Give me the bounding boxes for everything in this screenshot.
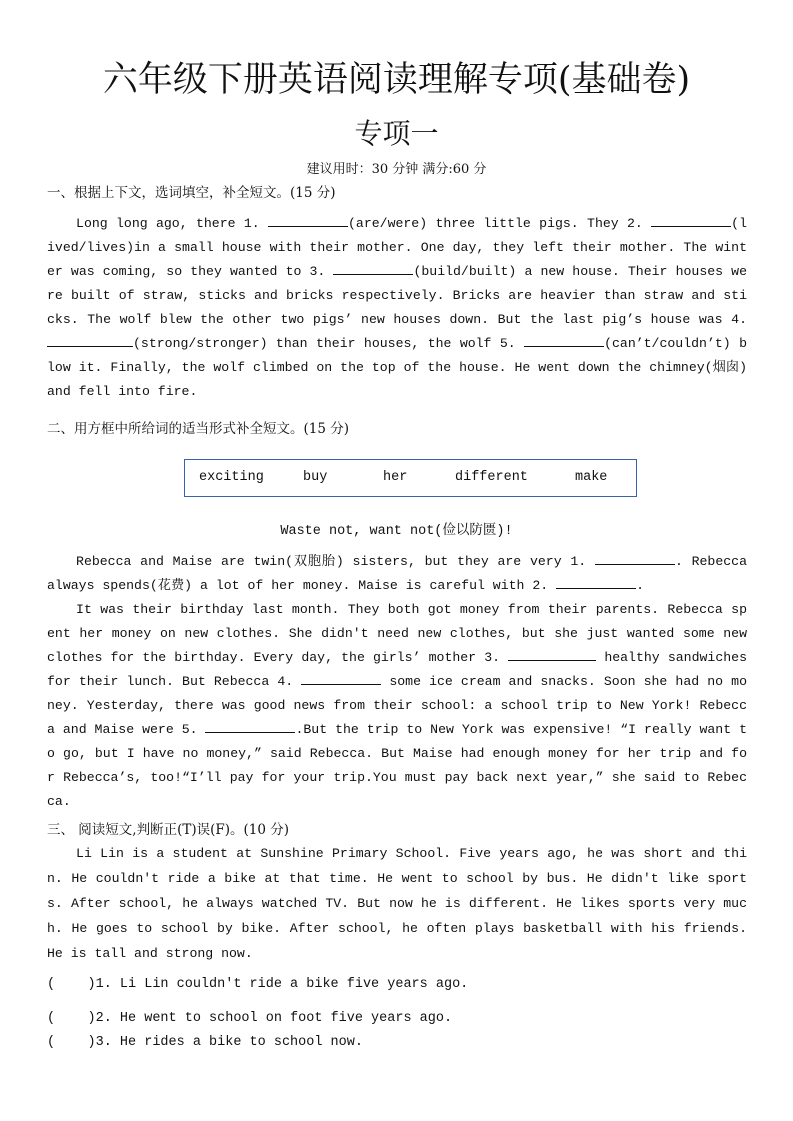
page-subtitle: 专项一: [354, 117, 439, 150]
page-title: 六年级下册英语阅读理解专项(基础卷): [102, 60, 691, 100]
passage-text: (build/built) a new house. Their houses were built of straw, sticks and bricks respectively. Bricks are heavier than straw and sticks. The wolf blew the other two pigs’ new houses down. But the last pig’s house was 4.: [47, 264, 747, 327]
blank-3[interactable]: [508, 647, 596, 661]
passage-text: It was their birthday last month. They both got money from their parents. Rebecca spent her money on new clothes. She didn't need new clothes, but she just wanted some new clothes for the birthday. Every day, the girls’ mother 3.: [47, 602, 747, 665]
passage-text: (lived/lives)in a small house with their mother. One day, they left their mother. The winter was coming, so they wanted to 3.: [47, 216, 747, 279]
passage-text: (are/were) three little pigs. They 2.: [348, 216, 652, 231]
passage-text: healthy sandwiches for their lunch. But Rebecca 4.: [47, 650, 747, 689]
passage-text: Li Lin is a student at Sunshine Primary School. Five years ago, he was short and thin. He couldn't ride a bike at that time. He went to school by bus. He didn't like sports. After school, he always watched TV. But now he is different. He likes sports very much. He goes to school by bike. After school, he often plays basketball with his friends. He is tall and strong now.: [47, 846, 747, 961]
section2-heading: 二、用方框中所给词的适当形式补全短文。(15 分): [47, 421, 350, 437]
blank-3[interactable]: [333, 261, 413, 275]
passage-text: some ice cream and snacks. Soon she had no money. Yesterday, there was good news from their school: a school trip to New York! Rebecca and Maise were 5.: [47, 674, 747, 737]
passage-text: . Rebecca always spends(花费) a lot of her money. Maise is careful with 2.: [47, 554, 747, 593]
section3-heading: 三、 阅读短文,判断正(T)误(F)。(10 分): [47, 822, 290, 838]
blank-5[interactable]: [524, 333, 604, 347]
blank-4[interactable]: [301, 671, 381, 685]
word-option: her: [383, 470, 408, 485]
word-option: different: [455, 470, 528, 485]
judge-item-1[interactable]: ( )1. Li Lin couldn't ride a bike five years ago.: [47, 977, 469, 992]
judge-item-2[interactable]: ( )2. He went to school on foot five years ago.: [47, 1011, 453, 1026]
section3-passage: [47, 841, 747, 966]
word-option: buy: [303, 470, 328, 485]
blank-2[interactable]: [651, 213, 731, 227]
blank-2[interactable]: [556, 575, 636, 589]
proverb-title: Waste not, want not(俭以防匮)!: [280, 524, 513, 539]
time-score-info: 建议用时：30 分钟 满分:60 分: [306, 162, 487, 177]
word-option: exciting: [199, 470, 264, 485]
blank-1[interactable]: [268, 213, 348, 227]
passage-text: (can’t/couldn’t) blow it. Finally, the wolf climbed on the top of the house. He went down the chimney(烟囱) and fell into fire.: [47, 336, 747, 399]
section1-heading: 一、根据上下文，选词填空，补全短文。(15 分): [47, 185, 336, 201]
section2-passage: [47, 550, 747, 814]
blank-5[interactable]: [205, 719, 295, 733]
word-option: make: [575, 470, 608, 485]
passage-text: .But the trip to New York was expensive! “I really want to go, but I have no money,” said Rebecca. But Maise had enough money for her trip and for Rebecca’s, too!“I’ll pay for your trip.You must pay back next year,” she said to Rebecca.: [47, 722, 747, 809]
blank-4[interactable]: [47, 333, 133, 347]
word-box: [184, 459, 637, 497]
passage-text: Long long ago, there 1.: [76, 216, 268, 231]
passage-text: (strong/stronger) than their houses, the wolf 5.: [133, 336, 525, 351]
passage-text: .: [636, 578, 645, 593]
blank-1[interactable]: [595, 551, 675, 565]
passage-text: Rebecca and Maise are twin(双胞胎) sisters, but they are very 1.: [76, 554, 595, 569]
judge-item-3[interactable]: ( )3. He rides a bike to school now.: [47, 1035, 363, 1050]
section1-passage: [47, 212, 747, 404]
